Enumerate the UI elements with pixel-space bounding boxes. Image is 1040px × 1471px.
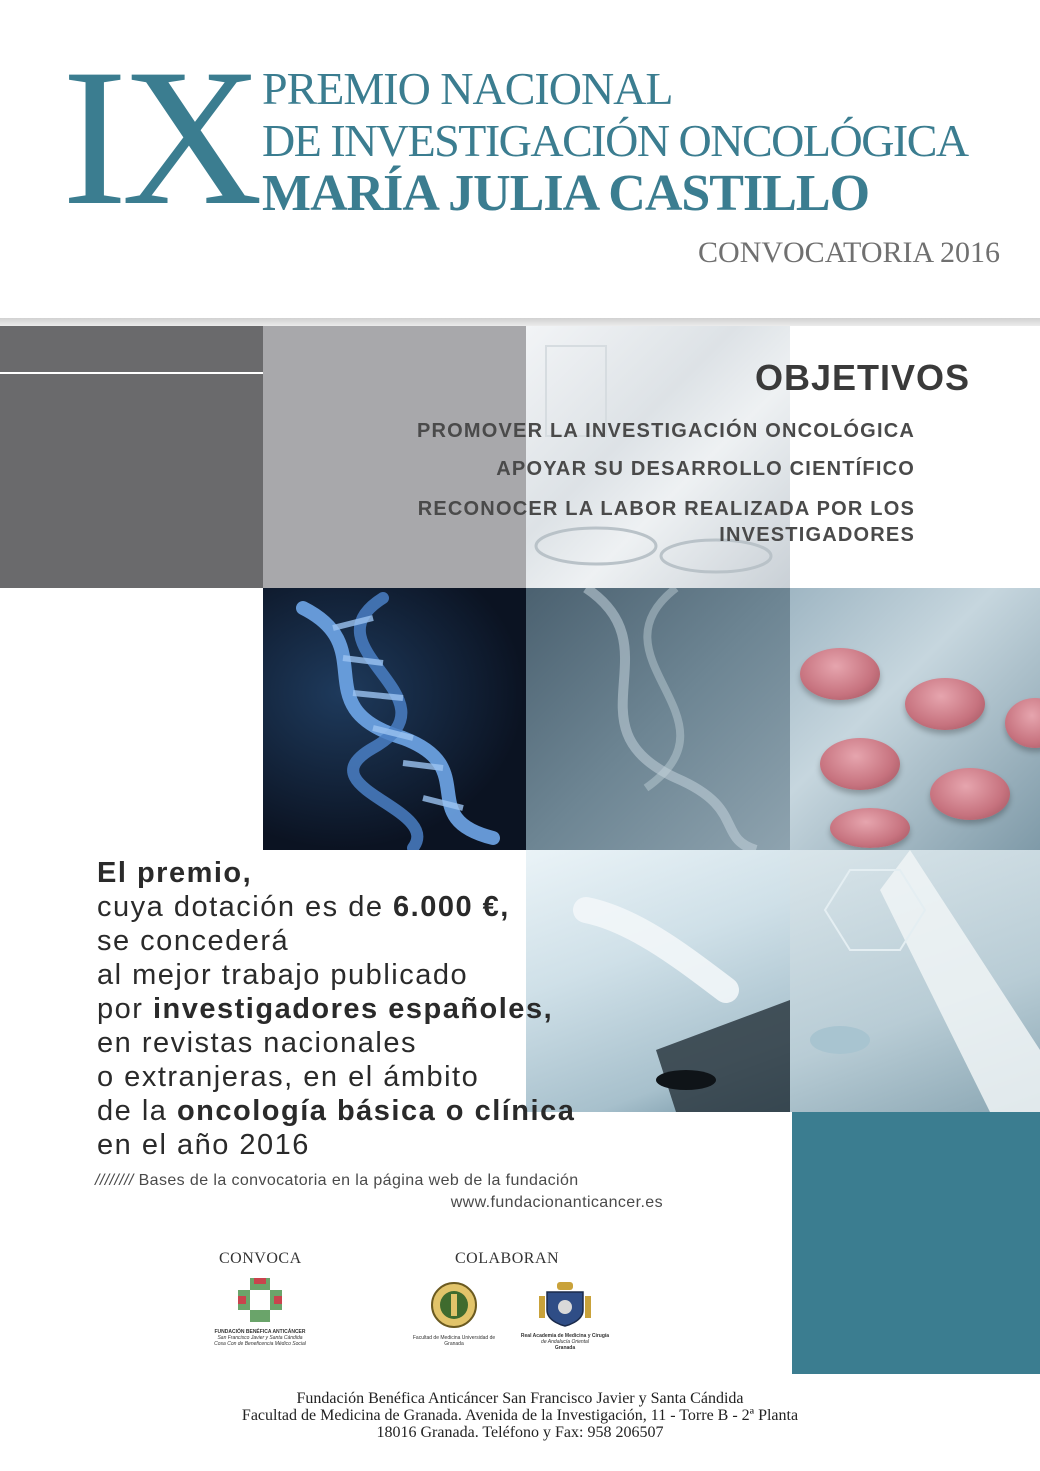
dna-faded-icon — [526, 588, 790, 850]
microscope-icon — [790, 850, 1040, 1112]
website-link[interactable]: www.fundacionanticancer.es — [450, 1194, 663, 1211]
title-line-1: PREMIO NACIONAL — [262, 63, 673, 114]
premio-description: El premio, cuya dotación es de 6.000 €, se concederá al mejor trabajo publicado por investigadores españoles, en revistas nacionales o extranjeras, en el ámbito de la oncología básica o clínica en el año 2016 — [97, 857, 576, 1161]
objetivo-item: INVESTIGADORES — [719, 524, 915, 546]
teal-accent-block — [792, 1112, 1040, 1374]
pill-icon — [800, 648, 880, 700]
footer-line-3: 18016 Granada. Teléfono y Fax: 958 206507 — [376, 1424, 664, 1441]
gray-bar-top — [0, 326, 263, 372]
footer-line-2: Facultad de Medicina de Granada. Avenida de la Investigación, 11 - Torre B - 2ª Planta — [241, 1407, 799, 1424]
footer-line-1: Fundación Benéfica Anticáncer San Francisco Javier y Santa Cándida — [296, 1390, 744, 1407]
bases-note: //////// Bases de la convocatoria en la página web de la fundación — [95, 1172, 579, 1189]
roman-numeral: IX — [62, 29, 257, 246]
facultad-seal-icon — [412, 1280, 496, 1330]
gray-tile-dark — [0, 374, 263, 588]
pill-icon — [905, 678, 985, 730]
premio-amount: 6.000 €, — [393, 891, 510, 923]
microscope-tile — [790, 850, 1040, 1112]
academia-logo: Real Academia de Medicina y Cirugía de Andalucía Oriental Granada — [517, 1280, 613, 1352]
title-line-3: MARÍA JULIA CASTILLO — [262, 165, 870, 222]
pill-icon — [930, 768, 1010, 820]
colaboran-label: COLABORAN — [455, 1250, 560, 1267]
pill-icon — [830, 808, 910, 848]
gray-tile-light — [263, 326, 526, 588]
title-line-2: DE INVESTIGACIÓN ONCOLÓGICA — [262, 115, 968, 166]
fundacion-cross-icon — [210, 1276, 310, 1324]
dna-faded-tile — [526, 588, 790, 850]
dna-image-tile — [263, 588, 526, 850]
pill-icon — [1005, 698, 1040, 748]
pill-icon — [820, 738, 900, 790]
dna-helix-icon — [263, 588, 526, 850]
pills-image-tile — [790, 588, 1040, 850]
convoca-label: CONVOCA — [219, 1250, 302, 1267]
objetivo-item: RECONOCER LA LABOR REALIZADA POR LOS — [417, 498, 915, 520]
objetivo-item: PROMOVER LA INVESTIGACIÓN ONCOLÓGICA — [416, 420, 915, 442]
objetivos-title: OBJETIVOS — [754, 357, 970, 398]
convocatoria-year: CONVOCATORIA 2016 — [698, 236, 1000, 269]
premio-heading: El premio, — [97, 857, 253, 889]
academia-crest-icon — [517, 1280, 613, 1328]
objetivo-item: APOYAR SU DESARROLLO CIENTÍFICO — [496, 458, 915, 480]
fundacion-logo: FUNDACIÓN BENÉFICA ANTICÁNCER San Francisco Javier y Santa Cándida Cosa Con de Beneficencia Médico Social — [210, 1276, 310, 1350]
facultad-logo: Facultad de Medicina Universidad de Granada — [412, 1280, 496, 1348]
